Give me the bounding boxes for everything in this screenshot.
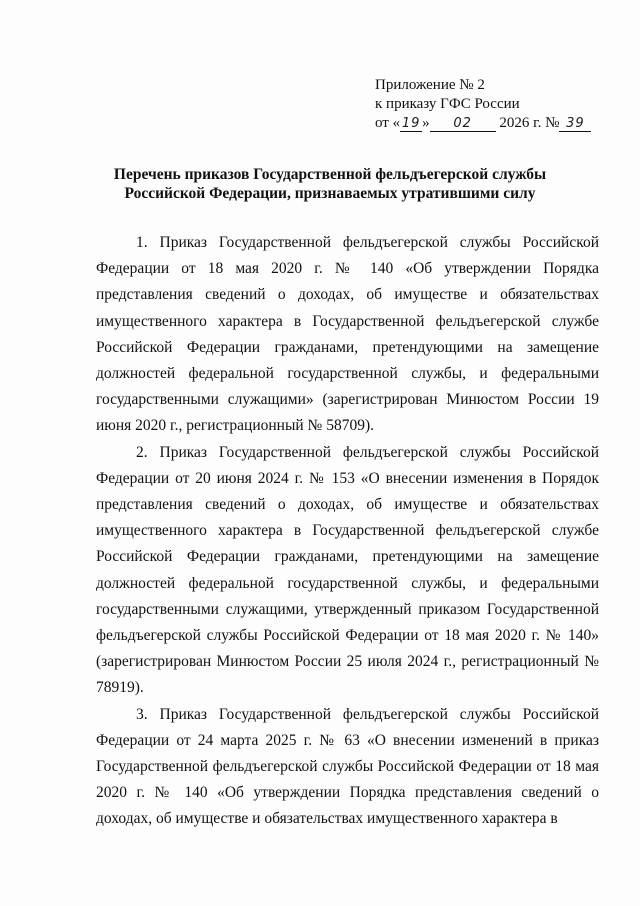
order-number-handwritten: 39 [566, 116, 585, 131]
appendix-number: Приложение № 2 [375, 77, 485, 93]
title-line-1: Перечень приказов Государственной фельдъегерской службы [113, 166, 547, 183]
list-item-2: 2. Приказ Государственной фельдъегерской службы Российской Федерации от 20 июня 2024 г. № 153 «О внесении изменения в Порядок представления сведений о доходах, об имуществе и обязательствах имущественного характера в Государственной фельдъегерской службе Российской Федерации гражданами, претендующими на замещение должностей федеральной государственной службы, и федеральными государственными служащими, утвержденный приказом Государственной фельдъегерской службы Российской Федерации от 18 мая 2020 г. № 140» (зарегистрирован Минюстом России 25 июля 2024 г., регистрационный № 78919). [96, 443, 599, 697]
document-title [60, 165, 600, 203]
date-month-field [430, 116, 496, 132]
date-prefix: от « [375, 115, 401, 131]
order-number-field [559, 116, 591, 132]
appendix-order-ref: к приказу ГФС России [375, 96, 520, 112]
date-quote-close: » [422, 115, 430, 131]
list-item-3: 3. Приказ Государственной фельдъегерской службы Российской Федерации от 24 марта 2025 г. № 63 «О внесении изменений в приказ Государственной фельдъегерской службы Российской Федерации от 18 мая 2020 г. № 140 «Об утверждении Порядка представления сведений о доходах, об имуществе и обязательствах имущественного характера в [96, 705, 599, 828]
document-body [96, 230, 599, 833]
date-day-field [400, 116, 422, 132]
date-day-handwritten: 19 [401, 116, 421, 131]
appendix-date-line [375, 114, 625, 133]
appendix-reference [375, 76, 625, 133]
date-year-label: 2026 г. № [499, 115, 560, 131]
date-month-handwritten: 02 [453, 116, 472, 131]
list-item-1: 1. Приказ Государственной фельдъегерской службы Российской Федерации от 18 мая 2020 г. № 140 «Об утверждении Порядка представления сведений о доходах, об имуществе и обязательствах имущественного характера в Государственной фельдъегерской службе Российской Федерации гражданами, претендующими на замещение должностей федеральной государственной службы, и федеральными государственными служащими» (зарегистрирован Минюстом России 19 июня 2020 г., регистрационный № 58709). [96, 234, 599, 435]
title-line-2: Российской Федерации, признаваемых утратившими силу [124, 185, 536, 202]
